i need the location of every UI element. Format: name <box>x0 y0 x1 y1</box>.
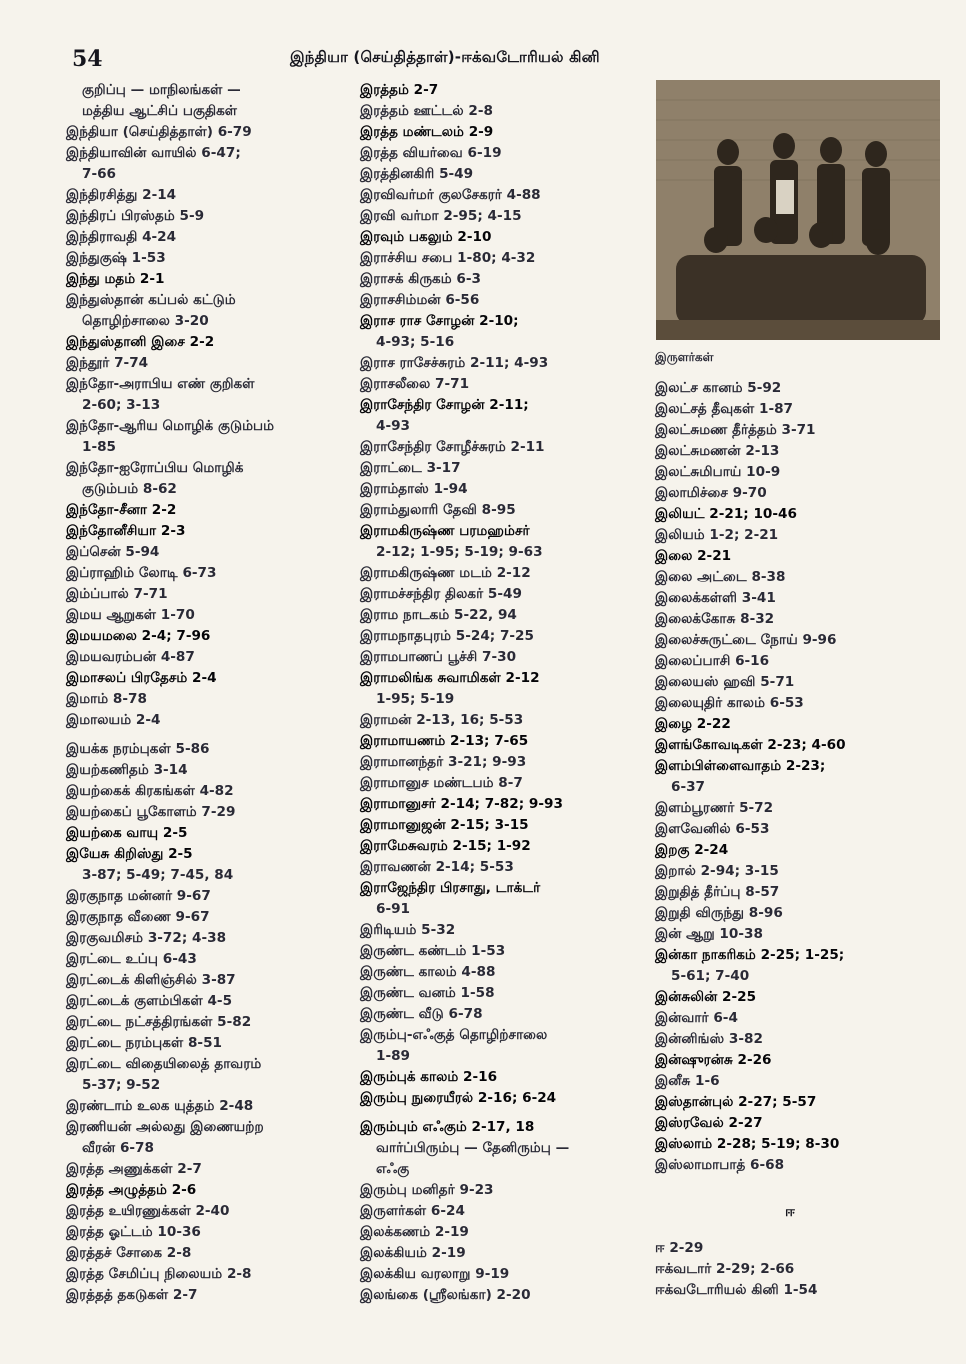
index-entry: இன்கா நாகரிகம் 2-25; 1-25; <box>655 947 845 963</box>
index-entry: இறால் 2-94; 3-15 <box>655 863 779 879</box>
index-entry: இராமகிருஷ்ண மடம் 2-12 <box>360 565 531 581</box>
index-entry: இலியட் 2-21; 10-46 <box>655 506 797 522</box>
index-entry: இனீசு 1-6 <box>655 1073 720 1089</box>
index-entry: இருளர்கள் 6-24 <box>360 1203 465 1219</box>
group-photo <box>656 80 940 340</box>
index-entry: வார்ப்பிரும்பு — தேனிரும்பு — <box>376 1140 570 1156</box>
index-entry: இலட்சத் தீவுகள் 1-87 <box>655 401 794 417</box>
index-entry: இரத்த சேமிப்பு நிலையம் 2-8 <box>66 1266 252 1282</box>
index-entry: இமயவரம்பன் 4-87 <box>66 649 195 665</box>
index-entry: இரத்தச் சோகை 2-8 <box>66 1245 192 1261</box>
index-entry: ஈ 2-29 <box>655 1240 704 1256</box>
index-entry: 6-91 <box>376 901 411 917</box>
index-entry: இராமாயணம் 2-13; 7-65 <box>360 733 529 749</box>
page-number: 54 <box>72 46 103 72</box>
index-entry: இராவணன் 2-14; 5-53 <box>360 859 514 875</box>
index-entry: இராச ராசேச்சுரம் 2-11; 4-93 <box>360 355 549 371</box>
index-entry: இரணியன் அல்லது இணையற்ற <box>66 1119 264 1135</box>
photo-caption: இருளர்கள் <box>655 350 714 364</box>
index-entry: இளங்கோவடிகள் 2-23; 4-60 <box>655 737 846 753</box>
index-entry: இலையுதிர் காலம் 6-53 <box>655 695 804 711</box>
index-entry: இராம்தாஸ் 1-94 <box>360 481 468 497</box>
index-entry: ஈக்வடார் 2-29; 2-66 <box>655 1261 795 1277</box>
index-entry: மத்திய ஆட்சிப் பகுதிகள் <box>82 103 238 119</box>
index-entry: இரகுநாத வீணை 9-67 <box>66 909 210 925</box>
index-entry: இராசசிம்மன் 6-56 <box>360 292 480 308</box>
index-entry: இரத்த வியர்வை 6-19 <box>360 145 502 161</box>
index-entry: இலக்கியம் 2-19 <box>360 1245 466 1261</box>
index-entry: இராசலீலை 7-71 <box>360 376 470 392</box>
running-header: இந்தியா (செய்தித்தாள்)-ஈக்வடோரியல் கினி <box>290 48 600 66</box>
index-entry: இளவேனில் 6-53 <box>655 821 770 837</box>
index-entry: இந்தியாவின் வாயில் 6-47; <box>66 145 241 161</box>
index-entry: இலட்சுமணன் 2-13 <box>655 443 780 459</box>
index-entry: இறகு 2-24 <box>655 842 729 858</box>
index-column-3-section-ee <box>655 1238 945 1301</box>
index-entry: இருண்ட கண்டம் 1-53 <box>360 943 506 959</box>
index-entry: இராமநாதபுரம் 5-24; 7-25 <box>360 628 534 644</box>
index-entry: தொழிற்சாலை 3-20 <box>82 313 209 329</box>
index-entry: இந்தோ-ஆரிய மொழிக் குடும்பம் <box>66 418 275 434</box>
index-entry: இலக்கணம் 2-19 <box>360 1224 469 1240</box>
index-entry: இரவி வர்மா 2-95; 4-15 <box>360 208 522 224</box>
index-entry: இராமானுச மண்டபம் 8-7 <box>360 775 523 791</box>
index-entry: இலாமிச்சை 9-70 <box>655 485 767 501</box>
index-entry: 6-37 <box>671 779 706 795</box>
index-entry: இலட்ச கானம் 5-92 <box>655 380 782 396</box>
index-entry: 2-60; 3-13 <box>82 397 161 413</box>
index-entry: இந்தியா (செய்தித்தாள்) 6-79 <box>66 124 252 140</box>
index-entry: இறுதித் தீர்ப்பு 8-57 <box>655 884 780 900</box>
index-entry: இராஜேந்திர பிரசாது, டாக்டர் <box>360 880 541 896</box>
index-entry: இந்திராவதி 4-24 <box>66 229 177 245</box>
index-entry: இலை அட்டை 8-38 <box>655 569 786 585</box>
index-entry: இரண்டாம் உலக யுத்தம் 2-48 <box>66 1098 254 1114</box>
index-entry: இராசக் கிருகம் 6-3 <box>360 271 481 287</box>
index-entry: இஸ்தான்புல் 2-27; 5-57 <box>655 1094 817 1110</box>
index-entry: இராமன் 2-13, 16; 5-53 <box>360 712 524 728</box>
index-entry: 1-89 <box>376 1048 411 1064</box>
index-entry: இழை 2-22 <box>655 716 731 732</box>
index-entry: ஈக்வடோரியல் கினி 1-54 <box>655 1282 818 1298</box>
index-entry: இராமானந்தர் 3-21; 9-93 <box>360 754 527 770</box>
index-entry: இரட்டை நட்சத்திரங்கள் 5-82 <box>66 1014 252 1030</box>
index-entry: வீரன் 6-78 <box>82 1140 154 1156</box>
index-entry: இரிடியம் 5-32 <box>360 922 456 938</box>
index-entry: இயக்க நரம்புகள் 5-86 <box>66 741 210 757</box>
index-entry: இருண்ட வனம் 1-58 <box>360 985 495 1001</box>
index-entry: 3-87; 5-49; 7-45, 84 <box>82 867 234 883</box>
index-entry: 5-37; 9-52 <box>82 1077 161 1093</box>
index-entry: இப்சென் 5-94 <box>66 544 160 560</box>
index-entry: இரட்டை விதையிலைத் தாவரம் <box>66 1056 262 1072</box>
index-entry: இமாலயம் 2-4 <box>66 712 161 728</box>
index-entry: இலங்கை (ஸ்ரீலங்கா) 2-20 <box>360 1287 531 1303</box>
index-entry: இரத்த அணுக்கள் 2-7 <box>66 1161 202 1177</box>
index-entry: 7-66 <box>82 166 117 182</box>
index-column-1 <box>66 80 348 1306</box>
index-entry: இன்னிங்ஸ் 3-82 <box>655 1031 763 1047</box>
index-entry: இயற்கணிதம் 3-14 <box>66 762 188 778</box>
index-entry: இரவிவர்மர் குலசேகரர் 4-88 <box>360 187 541 203</box>
index-entry: இரகுநாத மன்னர் 9-67 <box>66 888 211 904</box>
index-entry: இப்ராஹிம் லோடி 6-73 <box>66 565 217 581</box>
index-entry: 1-85 <box>82 439 117 455</box>
index-entry: இரட்டைக் குளம்பிகள் 4-5 <box>66 993 233 1009</box>
index-entry: இலட்சுமிபாய் 10-9 <box>655 464 781 480</box>
index-entry: இராமானுசர் 2-14; 7-82; 9-93 <box>360 796 563 812</box>
index-entry: இரத்தம் 2-7 <box>360 82 439 98</box>
index-entry: இராம்துலாரி தேவி 8-95 <box>360 502 516 518</box>
index-entry: இன்சுலின் 2-25 <box>655 989 757 1005</box>
index-entry: இலக்கிய வரலாறு 9-19 <box>360 1266 510 1282</box>
index-entry: இரகுவமிசம் 3-72; 4-38 <box>66 930 227 946</box>
index-entry: இயற்கை வாயு 2-5 <box>66 825 188 841</box>
index-entry: இராசேந்திர சோழீச்சுரம் 2-11 <box>360 439 545 455</box>
index-entry: இரத்த மண்டலம் 2-9 <box>360 124 494 140</box>
index-entry: இளம்பூரணர் 5-72 <box>655 800 774 816</box>
index-entry: இராமலிங்க சுவாமிகள் 2-12 <box>360 670 540 686</box>
index-entry: இருண்ட காலம் 4-88 <box>360 964 496 980</box>
index-entry: குடும்பம் 8-62 <box>82 481 177 497</box>
index-entry: இராம நாடகம் 5-22, 94 <box>360 607 517 623</box>
index-entry: இறுதி விருந்து 8-96 <box>655 905 783 921</box>
index-entry: இஸ்லாம் 2-28; 5-19; 8-30 <box>655 1136 840 1152</box>
index-entry: இமயமலை 2-4; 7-96 <box>66 628 211 644</box>
index-entry: இமாம் 8-78 <box>66 691 147 707</box>
index-entry: இன்ஷுரன்சு 2-26 <box>655 1052 772 1068</box>
index-entry: இலைக்கள்ளி 3-41 <box>655 590 776 606</box>
index-entry: இந்துகுஷ் 1-53 <box>66 250 166 266</box>
index-entry: குறிப்பு — மாநிலங்கள் — <box>82 82 241 98</box>
index-entry: இந்தோனீசியா 2-3 <box>66 523 186 539</box>
index-entry: இந்தோ-அராபிய எண் குறிகள் <box>66 376 255 392</box>
index-entry: இந்தோ-சீனா 2-2 <box>66 502 177 518</box>
index-entry: இந்திரசித்து 2-14 <box>66 187 177 203</box>
index-entry: இராசேந்திர சோழன் 2-11; <box>360 397 529 413</box>
index-entry: இந்து மதம் 2-1 <box>66 271 165 287</box>
index-entry: இராமானுஜன் 2-15; 3-15 <box>360 817 529 833</box>
index-entry: இலட்சுமண தீர்த்தம் 3-71 <box>655 422 816 438</box>
index-entry: இரட்டைக் கிளிஞ்சில் 3-87 <box>66 972 236 988</box>
index-entry: இலை 2-21 <box>655 548 732 564</box>
index-entry: இலைப்பாசி 6-16 <box>655 653 770 669</box>
index-entry: இன் ஆறு 10-38 <box>655 926 763 942</box>
index-entry: இராமபாணப் பூச்சி 7-30 <box>360 649 517 665</box>
index-entry: இரத்தத் தகடுகள் 2-7 <box>66 1287 198 1303</box>
index-entry: இரும்பு-எஃகுத் தொழிற்சாலை <box>360 1027 548 1043</box>
index-entry: இரும்பு மனிதர் 9-23 <box>360 1182 494 1198</box>
index-entry: இராட்டை 3-17 <box>360 460 461 476</box>
index-entry: இம்ப்பால் 7-71 <box>66 586 168 602</box>
index-entry: இந்துஸ்தானி இசை 2-2 <box>66 334 215 350</box>
index-entry: இலைக்கோசு 8-32 <box>655 611 775 627</box>
index-entry: இரட்டை உப்பு 6-43 <box>66 951 197 967</box>
index-entry: 4-93 <box>376 418 411 434</box>
index-entry: இராமச்சந்திர திலகர் 5-49 <box>360 586 522 602</box>
index-entry: இமய ஆறுகள் 1-70 <box>66 607 195 623</box>
index-entry: இராச்சிய சபை 1-80; 4-32 <box>360 250 536 266</box>
index-entry: இந்தூர் 7-74 <box>66 355 149 371</box>
index-entry: இயற்கைப் பூகோளம் 7-29 <box>66 804 236 820</box>
index-entry: இலியம் 1-2; 2-21 <box>655 527 779 543</box>
index-entry: இன்வார் 6-4 <box>655 1010 738 1026</box>
index-entry: இஸ்ரவேல் 2-27 <box>655 1115 763 1131</box>
index-entry: 1-95; 5-19 <box>376 691 455 707</box>
index-entry: 2-12; 1-95; 5-19; 9-63 <box>376 544 543 560</box>
index-entry: இரத்தினகிரி 5-49 <box>360 166 474 182</box>
index-entry: இளம்பிள்ளைவாதம் 2-23; <box>655 758 826 774</box>
index-entry: இரத்த அழுத்தம் 2-6 <box>66 1182 197 1198</box>
index-entry: இராச ராச சோழன் 2-10; <box>360 313 519 329</box>
index-entry: இராமகிருஷ்ண பரமஹம்சர் <box>360 523 530 539</box>
index-entry: இருண்ட வீடு 6-78 <box>360 1006 483 1022</box>
index-entry: இரவும் பகலும் 2-10 <box>360 229 492 245</box>
index-entry: இரும்புக் காலம் 2-16 <box>360 1069 498 1085</box>
index-entry: இரும்பும் எஃகும் 2-17, 18 <box>360 1119 535 1135</box>
index-entry: இந்திரப் பிரஸ்தம் 5-9 <box>66 208 205 224</box>
index-entry: இரத்த ஓட்டம் 10-36 <box>66 1224 201 1240</box>
index-entry: இயற்கைக் கிரகங்கள் 4-82 <box>66 783 234 799</box>
index-entry: இந்தோ-ஐரோப்பிய மொழிக் <box>66 460 244 476</box>
index-entry: இரட்டை நரம்புகள் 8-51 <box>66 1035 222 1051</box>
index-column-3 <box>655 378 945 1176</box>
index-entry: இந்துஸ்தான் கப்பல் கட்டும் <box>66 292 236 308</box>
index-entry: இரும்பு நுரையீரல் 2-16; 6-24 <box>360 1090 557 1106</box>
index-entry: இலையஸ் ஹவி 5-71 <box>655 674 795 690</box>
index-entry: இலைச்சுருட்டை நோய் 9-96 <box>655 632 837 648</box>
index-entry: இயேசு கிறிஸ்து 2-5 <box>66 846 193 862</box>
section-letter-heading: ஈ <box>785 1204 795 1220</box>
index-entry: இமாசலப் பிரதேசம் 2-4 <box>66 670 217 686</box>
index-entry: இஸ்லாமாபாத் 6-68 <box>655 1157 785 1173</box>
index-entry: இரத்தம் ஊட்டல் 2-8 <box>360 103 493 119</box>
index-entry: இராமேசுவரம் 2-15; 1-92 <box>360 838 531 854</box>
index-entry: 5-61; 7-40 <box>671 968 750 984</box>
index-entry: 4-93; 5-16 <box>376 334 455 350</box>
index-entry: எஃகு <box>376 1161 410 1177</box>
index-entry: இரத்த உயிரணுக்கள் 2-40 <box>66 1203 230 1219</box>
index-column-2 <box>360 80 642 1306</box>
